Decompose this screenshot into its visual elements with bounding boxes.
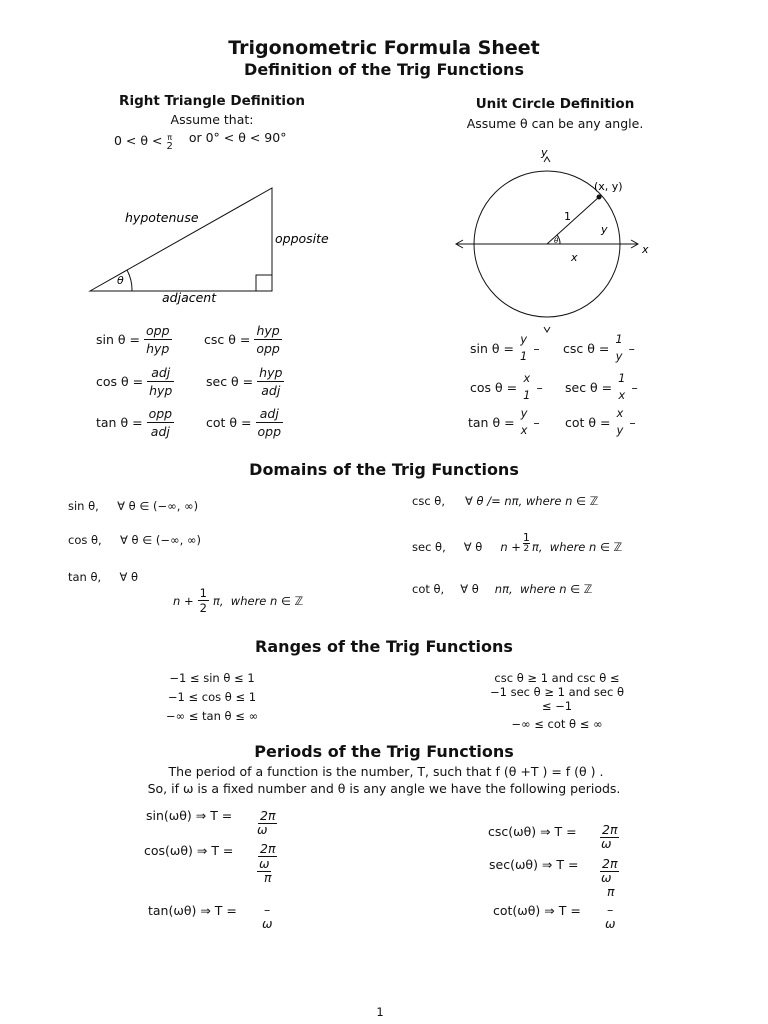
domain-sec-n: n + [500, 539, 521, 554]
domain-tan-where: π, where n ∈ ℤ [212, 593, 304, 608]
point-xy-dot [597, 195, 602, 200]
rt-sin-formula [96, 322, 172, 357]
period-cot-num: π [607, 884, 615, 899]
uc-sin-num: y [520, 332, 528, 346]
periods-intro-line1: The period of a function is the number, T, such that f (θ +T ) = f (θ ) . [168, 764, 604, 779]
period-sec-lhs: sec(ωθ) ⇒ T = [489, 857, 579, 872]
rt-sin-num: opp [145, 323, 170, 338]
period-sec-num: 2π [602, 856, 618, 871]
rt-sec-den: adj [261, 383, 281, 398]
period-cos-num: 2π [260, 841, 276, 856]
rt-cos-lhs: cos θ = [96, 374, 144, 389]
uc-tan-formula [468, 405, 540, 439]
rt-sin-den: hyp [146, 341, 170, 356]
uc-cos-formula [470, 370, 543, 404]
rt-cot-den: opp [257, 424, 282, 439]
uc-sec-formula [565, 370, 638, 404]
angle-arc [127, 270, 132, 291]
rt-sec-num: hyp [259, 365, 283, 380]
ranges-heading: Ranges of the Trig Functions [255, 637, 513, 656]
rt-cos-den: hyp [149, 383, 173, 398]
range-cot: −∞ ≤ cot θ ≤ ∞ [511, 717, 603, 731]
uc-cot-lhs: cot θ = [565, 414, 611, 430]
domain-csc-cond: ∀ θ /= nπ, where n ∈ ℤ [464, 494, 599, 508]
domain-tan-fraction [198, 586, 209, 615]
uc-csc-fraction [613, 331, 624, 365]
uc-tan-num: y [520, 406, 528, 420]
rt-csc-fraction [254, 322, 282, 357]
opposite-label: opposite [275, 231, 329, 246]
page-title: Trigonometric Formula Sheet [228, 37, 540, 59]
hypotenuse-label: hypotenuse [125, 210, 199, 225]
period-tan-num: π [264, 870, 272, 885]
rt-cot-num: adj [256, 405, 284, 423]
domain-tan-num: 1 [199, 586, 207, 600]
range-cos: −1 ≤ cos θ ≤ 1 [167, 690, 257, 704]
domain-sec-condition [500, 531, 623, 555]
period-sin-num: 2π [260, 808, 276, 823]
page-number: 1 [376, 1005, 384, 1019]
period-cos-den: ω [259, 856, 270, 871]
rt-sec-lhs: sec θ = [206, 374, 254, 389]
unit-circle-figure [450, 140, 660, 340]
rt-tan-lhs: tan θ = [96, 415, 143, 430]
uc-cot-fraction [615, 405, 626, 439]
uc-sin-formula [470, 331, 540, 365]
y-axis-down-arrow [544, 327, 550, 332]
period-tan-bar: – [264, 902, 271, 917]
period-cot-den: ω [605, 916, 616, 931]
uc-cot-num: x [616, 406, 624, 420]
range-csc-line1: csc θ ≥ 1 and csc θ ≤ [494, 671, 620, 685]
condition-pi: π [167, 133, 173, 142]
right-triangle-heading: Right Triangle Definition [119, 93, 305, 109]
period-tan-den: ω [262, 916, 273, 931]
rt-cos-fraction [147, 364, 174, 399]
uc-csc-formula [563, 331, 635, 365]
domains-heading: Domains of the Trig Functions [249, 460, 519, 479]
rt-cot-formula [206, 405, 283, 440]
rt-csc-num: hyp [254, 322, 282, 340]
period-csc-num: 2π [602, 822, 618, 837]
period-tan-lhs: tan(ωθ) ⇒ T = [148, 903, 237, 918]
rt-csc-den: opp [256, 341, 280, 356]
domain-cot-cond: nπ, where n ∈ ℤ [494, 582, 593, 596]
rt-sin-lhs: sin θ = [96, 332, 140, 347]
uc-theta-label: θ [554, 237, 559, 245]
rt-tan-fraction [147, 405, 175, 440]
rt-sec-fraction [257, 364, 284, 399]
uc-tan-fraction [519, 405, 530, 439]
domain-tan-n: n + [173, 593, 194, 608]
domain-sin: sin θ, ∀ θ ∈ (−∞, ∞) [68, 499, 199, 513]
uc-tan-den: x [520, 423, 528, 437]
range-sin: −1 ≤ sin θ ≤ 1 [169, 671, 255, 685]
uc-sin-fraction [518, 331, 529, 365]
uc-cos-lhs: cos θ = [470, 379, 518, 395]
period-sec-den: ω [601, 870, 612, 885]
domain-cot-fn: cot θ, [412, 582, 445, 596]
uc-cos-den: 1 [523, 388, 531, 402]
uc-tan-lhs: tan θ = [468, 414, 515, 430]
domain-sec-where: π, where n ∈ ℤ [531, 539, 623, 554]
rt-tan-den: adj [150, 424, 170, 439]
condition-right: or 0° < θ < 90° [188, 130, 287, 145]
rt-sin-fraction [144, 322, 172, 357]
right-angle-mark [256, 275, 272, 291]
y-length-label: y [601, 223, 608, 236]
domain-sec-fn: sec θ, [412, 539, 446, 554]
condition-fraction [166, 133, 172, 151]
rt-tan-num: opp [148, 406, 173, 421]
domain-cos: cos θ, ∀ θ ∈ (−∞, ∞) [68, 533, 201, 547]
uc-tan-bar: – [533, 414, 540, 430]
uc-cot-den: y [616, 423, 624, 437]
period-cos-lhs: cos(ωθ) ⇒ T = [144, 843, 234, 858]
rt-csc-lhs: csc θ = [204, 332, 251, 347]
right-triangle-assume: Assume that: [170, 112, 254, 127]
rt-cot-fraction [256, 405, 284, 440]
theta-label: θ [117, 274, 124, 287]
uc-cot-formula [565, 405, 636, 439]
rt-cos-num: adj [147, 364, 174, 382]
radius-label: 1 [564, 210, 571, 223]
adjacent-label: adjacent [162, 290, 217, 305]
uc-csc-num: 1 [615, 332, 623, 346]
uc-csc-lhs: csc θ = [563, 340, 610, 356]
uc-sin-bar: – [533, 340, 540, 356]
domain-sec [412, 531, 623, 555]
right-triangle-condition [114, 130, 286, 151]
domain-sec-num: 1 [522, 531, 530, 544]
domain-sec-fraction [523, 532, 530, 555]
period-csc-den: ω [601, 836, 612, 851]
range-csc-line2: −1 sec θ ≥ 1 and sec θ [490, 685, 624, 699]
domain-sec-den: 2 [523, 544, 530, 554]
domain-sec-forall: ∀ θ [463, 539, 483, 554]
uc-cos-bar: – [536, 379, 543, 395]
uc-csc-bar: – [628, 340, 635, 356]
unit-circle-assume: Assume θ can be any angle. [466, 116, 644, 131]
uc-sec-lhs: sec θ = [565, 379, 613, 395]
right-triangle-figure [80, 180, 329, 310]
rt-cos-formula [96, 364, 174, 399]
rt-tan-formula [96, 405, 174, 440]
y-axis-label: y [541, 146, 548, 159]
period-csc-lhs: csc(ωθ) ⇒ T = [488, 824, 577, 839]
uc-cos-fraction [521, 370, 532, 404]
page-subtitle: Definition of the Trig Functions [244, 60, 524, 79]
domain-csc [412, 494, 598, 508]
domain-csc-fn: csc θ, [412, 494, 445, 508]
x-axis-label: x [642, 243, 649, 256]
period-sin-den: ω [257, 822, 268, 837]
domain-cot [412, 582, 592, 596]
uc-csc-den: y [615, 349, 623, 363]
period-cot-bar: – [607, 902, 614, 917]
period-cot-lhs: cot(ωθ) ⇒ T = [493, 903, 581, 918]
condition-two: 2 [166, 141, 173, 152]
rt-cot-lhs: cot θ = [206, 415, 252, 430]
unit-circle-heading: Unit Circle Definition [475, 96, 635, 112]
uc-sec-den: x [618, 388, 626, 402]
uc-sec-fraction [616, 370, 627, 404]
x-length-label: x [571, 251, 578, 264]
uc-cos-num: x [523, 371, 531, 385]
point-xy-label: (x, y) [594, 180, 623, 193]
period-sin-lhs: sin(ωθ) ⇒ T = [146, 808, 233, 823]
uc-sec-bar: – [631, 379, 638, 395]
rt-csc-formula [204, 322, 282, 357]
domain-tan: tan θ, ∀ θ [68, 570, 139, 584]
domain-cot-forall: ∀ θ [460, 582, 479, 596]
periods-heading: Periods of the Trig Functions [254, 742, 514, 761]
uc-sec-num: 1 [618, 371, 626, 385]
uc-sin-den: 1 [519, 349, 528, 363]
domain-tan-den: 2 [199, 601, 207, 615]
domain-tan-condition [173, 586, 303, 615]
periods-intro-line2: So, if ω is a fixed number and θ is any angle we have the following periods. [147, 781, 621, 796]
uc-cot-bar: – [629, 414, 636, 430]
rt-sec-formula [206, 364, 284, 399]
range-csc-line3: ≤ −1 [541, 699, 573, 713]
range-tan: −∞ ≤ tan θ ≤ ∞ [165, 709, 259, 723]
condition-left: 0 < θ < [114, 133, 163, 148]
uc-sin-lhs: sin θ = [470, 340, 514, 356]
